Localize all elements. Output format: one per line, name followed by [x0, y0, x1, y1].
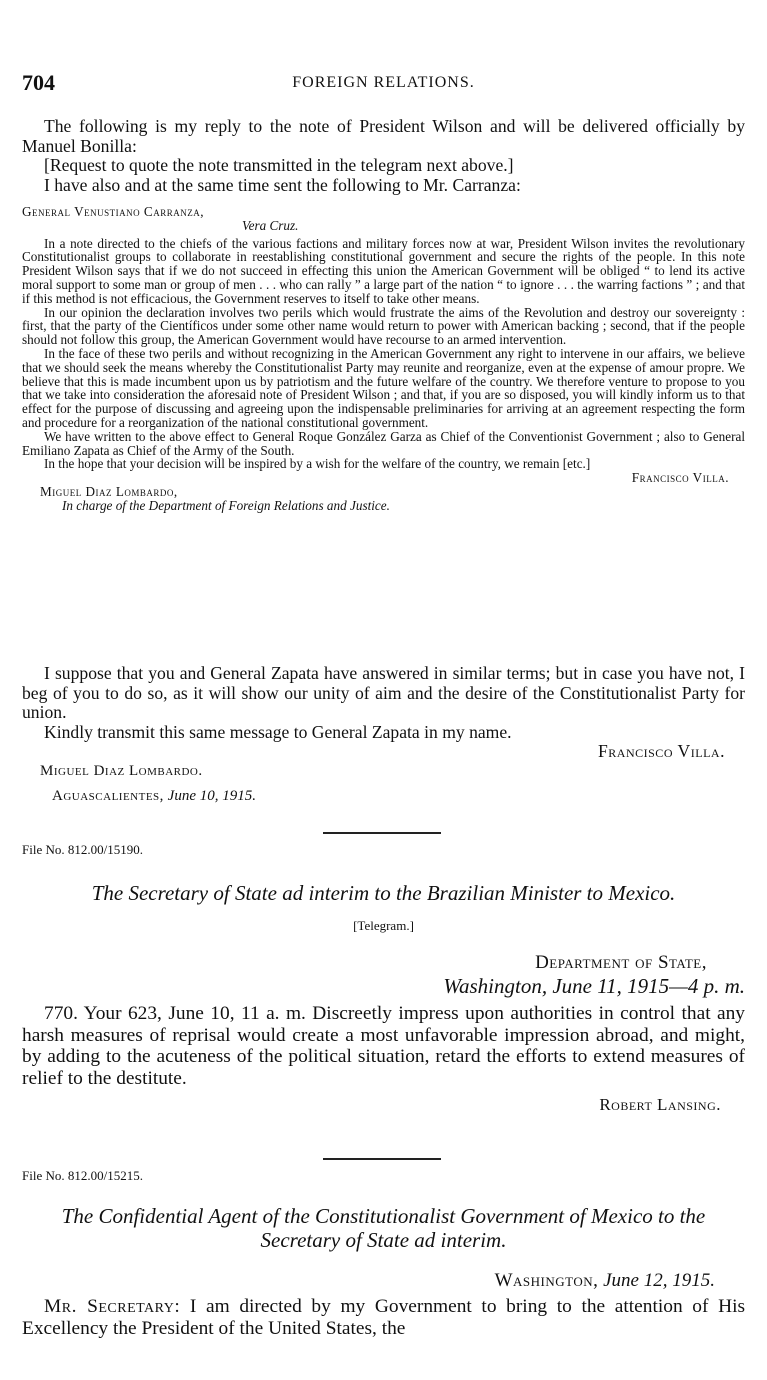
- running-title: FOREIGN RELATIONS.: [292, 74, 475, 91]
- closing-date: June 10, 1915.: [167, 788, 256, 804]
- intro-section: [22, 117, 745, 195]
- telegram-note: [Telegram.]: [353, 918, 414, 933]
- letter-paragraph: We have written to the above effect to General Roque González Garza as Chief of the Conventionist Government ; also to General Emiliano Zapata as Chief of the Army of the South.: [22, 428, 745, 458]
- closing-paragraph: Kindly transmit this same message to General Zapata in my name.: [44, 721, 512, 742]
- closing-place: Aguascalientes,: [52, 788, 164, 804]
- page-number: 704: [22, 70, 55, 95]
- page-header: [22, 70, 745, 98]
- lombardo-title: In charge of the Department of Foreign Relations and Justice.: [62, 497, 390, 513]
- letter-place: Vera Cruz.: [242, 217, 299, 233]
- section-divider: [323, 832, 441, 834]
- document-confidential-agent: [22, 1168, 745, 1339]
- letter-body-text: I am directed by my Government to bring to the attention of His Excellency the President of the United States, the: [22, 1296, 746, 1339]
- section-divider: [323, 1158, 441, 1160]
- letter-paragraph: In the face of these two perils and without recognizing in the American Government any right to intervene in our affairs, we believe that we should seek the means whereby the Constitutionalist Party may reunite and reorganize, even at the expense of amour propre. We believe that this is made incumbent upon us by patriotism and the future welfare of the country. We therefore venture to propose to you that we take into consideration the aforesaid note of President Wilson ; and that, if you are so disposed, you will kindly inform us to that effect for the purpose of discussing and agreeing upon the indispensable preliminaries for arriving at an agreement respecting the form and procedure for a reorganization of the national constitutional government.: [22, 345, 745, 430]
- letter-place: Washington,: [494, 1270, 599, 1291]
- letter-signature: Francisco Villa.: [631, 470, 729, 486]
- letter-dateline: [22, 1270, 745, 1292]
- closing-signature: Francisco Villa.: [598, 741, 725, 761]
- telegram-body: 770. Your 623, June 10, 11 a. m. Discreetly impress upon authorities in control that any harsh measures of reprisal would create a most unfavorable impression abroad, and might, by adding to the acuteness of the political situation, retard the efforts to extend measures of relief to the destitute.: [22, 1003, 745, 1089]
- salutation: Mr. Secretary:: [44, 1296, 181, 1317]
- file-number: File No. 812.00/15215.: [22, 1168, 143, 1183]
- document-telegram: [22, 842, 745, 1115]
- document-title: The Secretary of State ad interim to the Brazilian Minister to Mexico.: [91, 881, 676, 905]
- carranza-letter: [22, 205, 745, 513]
- letter-date: June 12, 1915.: [603, 1270, 715, 1291]
- closing-paragraph: I suppose that you and General Zapata have answered in similar terms; but in case you have not, I beg of you to do so, as it will show our unity of aim and the desire of the Constitutionalist Party for union.: [22, 663, 745, 722]
- letter-paragraph: In our opinion the declaration involves two perils which would frustrate the aims of the Revolution and destroy our sovereignty : first, that the party of the Científicos under some other name would return to power with American backing ; second, that if the people should not follow this group, the American Government would have recourse to an armed intervention.: [22, 304, 745, 348]
- telegram-signature: Robert Lansing.: [599, 1095, 721, 1114]
- letter-paragraph: In the hope that your decision will be inspired by a wish for the welfare of the country, we remain [etc.]: [44, 456, 591, 472]
- sender-department: Department of State,: [535, 952, 707, 973]
- lombardo-name: Miguel Diaz Lombardo,: [40, 483, 178, 499]
- letter-paragraph: In a note directed to the chiefs of the various factions and military forces now at war, President Wilson invites the revolutionary Constitutionalist groups to collaborate in reestablishing constitutional government and secure the rights of the people. In this note President Wilson says that if we do not succeed in effecting this union the American Government will be obliged “ to lend its active moral support to some man or group of men . . . who can rally ” a large part of the nation “ to ignore . . . the warring factions ” ; and that if this method is not efficacious, the Government reserves to itself to take other means.: [22, 235, 745, 306]
- document-title: The Confidential Agent of the Constitutionalist Government of Mexico to the Secretary of State ad interim.: [61, 1204, 706, 1252]
- closing-dateline: [22, 787, 745, 807]
- letter-body: [22, 1296, 745, 1339]
- closing-recipient: Miguel Diaz Lombardo.: [40, 762, 203, 779]
- intro-paragraph: I have also and at the same time sent the following to Mr. Carranza:: [44, 174, 521, 195]
- intro-paragraph: The following is my reply to the note of President Wilson and will be delivered officially by Manuel Bonilla:: [22, 116, 745, 156]
- file-number: File No. 812.00/15190.: [22, 842, 143, 857]
- telegram-dateline: Washington, June 11, 1915—4 p. m.: [443, 974, 745, 998]
- intro-request-note: [Request to quote the note transmitted in the telegram next above.]: [44, 155, 514, 175]
- closing-section: [22, 664, 745, 807]
- letter-addressee: General Venustiano Carranza,: [22, 204, 204, 219]
